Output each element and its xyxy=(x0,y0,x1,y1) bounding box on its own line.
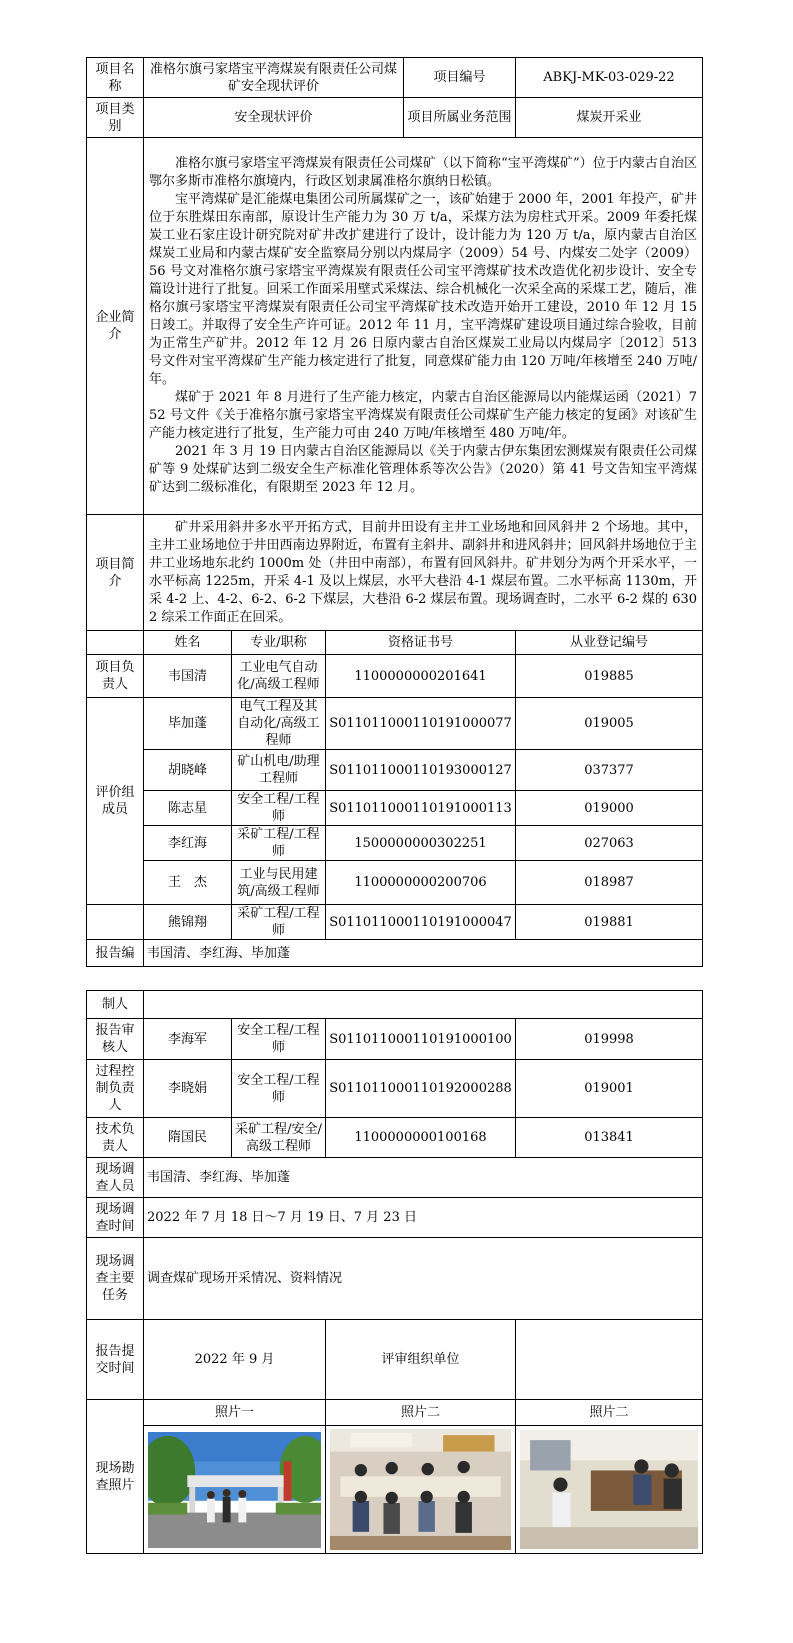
project-code-label: 项目编号 xyxy=(404,58,516,98)
person-reg: 019998 xyxy=(516,1019,703,1060)
person-name: 李红海 xyxy=(144,826,232,861)
survey-task: 调查煤矿现场开采情况、资料情况 xyxy=(144,1238,703,1320)
person-title: 电气工程及其自动化/高级工程师 xyxy=(232,698,326,750)
person-cert: S011011000110191000077 xyxy=(326,698,516,750)
table-row xyxy=(87,655,703,698)
report-compilers: 韦国清、李红海、毕加蓬 xyxy=(144,940,703,967)
person-name: 胡晓峰 xyxy=(144,750,232,791)
person-title: 工业与民用建筑/高级工程师 xyxy=(232,861,326,905)
person-name: 熊锦翔 xyxy=(144,905,232,940)
person-reg: 019001 xyxy=(516,1060,703,1118)
person-name: 李海军 xyxy=(144,1019,232,1060)
photos-label: 现场勘查照片 xyxy=(87,1400,144,1554)
photo-cell xyxy=(326,1426,516,1554)
project-leader-label: 项目负责人 xyxy=(87,655,144,698)
table-row xyxy=(87,861,703,905)
project-intro-label: 项目简介 xyxy=(87,515,144,631)
company-intro-paragraph: 煤矿于 2021 年 8 月进行了生产能力核定，内蒙古自治区能源局以内能煤运函（2021）752 号文件《关于准格尔旗弓家塔宝平湾煤炭有限责任公司煤矿生产能力核定的复函》对该矿生产能力核定进行了批复，生产能力可由 240 万吨/年核增至 480 万吨/年。 xyxy=(149,390,698,441)
photo-title: 照片一 xyxy=(144,1400,326,1426)
company-intro xyxy=(144,138,703,515)
person-name: 毕加蓬 xyxy=(144,698,232,750)
photo-title: 照片二 xyxy=(516,1400,703,1426)
header-title: 专业/职称 xyxy=(232,631,326,655)
person-name: 李晓娟 xyxy=(144,1060,232,1118)
blank-label xyxy=(87,905,144,940)
company-intro-paragraph: 宝平湾煤矿是汇能煤电集团公司所属煤矿之一，该矿始建于 2000 年，2001 年投产，矿井位于东胜煤田东南部，原设计生产能力为 30 万 t/a，采煤方法为房柱式开采。2009 年委托煤炭工业石家庄设计研究院对矿井改扩建进行了设计，设计能力为 120 万 t/a，原内蒙古自治区煤炭工业局和内蒙古煤矿安全监察局分别以内煤局字（2009）54 号、内煤安二处字（2009）56 号文对准格尔旗弓家塔宝平湾煤炭有限责任公司宝平湾煤矿技术改造优化初步设计、安全专篇设计进行了批复。回采工作面采用壁式采煤法、综合机械化一次采全高的采煤工艺，随后，准格尔旗弓家塔宝平湾煤炭有限责任公司宝平湾煤矿技术改造开始开工建设，2010 年 12 月 15 日竣工。并取得了安全生产许可证。2012 年 11 月，宝平湾煤矿建设项目通过综合验收，目前为正常生产矿井。2012 年 12 月 26 日原内蒙古自治区煤炭工业局以内煤局字〔2012〕513 号文件对宝平湾煤矿生产能力核定进行了批复，同意煤矿能力由 120 万吨/年核增至 240 万吨/年。 xyxy=(149,192,698,387)
report-compiler-label: 报告编 xyxy=(87,940,144,967)
survey-staff-label: 现场调查人员 xyxy=(87,1158,144,1198)
eval-group-label: 评价组成员 xyxy=(87,698,144,905)
person-cert: 1100000000201641 xyxy=(326,655,516,698)
photo-cell xyxy=(144,1426,326,1554)
survey-task-label: 现场调查主要任务 xyxy=(87,1238,144,1320)
table-row xyxy=(87,1118,703,1158)
process-control-label: 过程控制负责人 xyxy=(87,1060,144,1118)
review-org-label: 评审组织单位 xyxy=(326,1320,516,1400)
person-title: 采矿工程/安全/高级工程师 xyxy=(232,1118,326,1158)
submit-time-label: 报告提交时间 xyxy=(87,1320,144,1400)
survey-staff: 韦国清、李红海、毕加蓬 xyxy=(144,1158,703,1198)
reviewer-label: 报告审核人 xyxy=(87,1019,144,1060)
company-intro-paragraph: 准格尔旗弓家塔宝平湾煤炭有限责任公司煤矿（以下简称“宝平湾煤矿”）位于内蒙古自治区鄂尔多斯市准格尔旗境内，行政区划隶属准格尔旗纳日松镇。 xyxy=(149,156,698,189)
person-title: 安全工程/工程师 xyxy=(232,791,326,826)
person-reg: 013841 xyxy=(516,1118,703,1158)
table-row xyxy=(87,1019,703,1060)
company-intro-label: 企业简介 xyxy=(87,138,144,515)
person-title: 采矿工程/工程师 xyxy=(232,905,326,940)
person-reg: 018987 xyxy=(516,861,703,905)
survey-time: 2022 年 7 月 18 日～7 月 19 日、7 月 23 日 xyxy=(144,1198,703,1238)
table-row xyxy=(87,698,703,750)
company-intro-paragraph: 2021 年 3 月 19 日内蒙古自治区能源局以《关于内蒙古伊东集团宏测煤炭有限责任公司煤矿等 9 处煤矿达到二级安全生产标准化管理体系等次公告》（2020）第 41 号文告知宝平湾煤矿达到二级标准化，有限期至 2023 年 12 月。 xyxy=(149,444,698,495)
header-cert: 资格证书号 xyxy=(326,631,516,655)
header-name: 姓名 xyxy=(144,631,232,655)
person-reg: 019881 xyxy=(516,905,703,940)
person-cert: S011011000110191000100 xyxy=(326,1019,516,1060)
person-name: 王 杰 xyxy=(144,861,232,905)
person-title: 采矿工程/工程师 xyxy=(232,826,326,861)
report-info-table xyxy=(86,990,703,1554)
business-scope: 煤炭开采业 xyxy=(516,98,703,138)
blank-cell xyxy=(144,991,703,1019)
photo-title: 照片二 xyxy=(326,1400,516,1426)
person-reg: 019005 xyxy=(516,698,703,750)
project-code: ABKJ-MK-03-029-22 xyxy=(516,58,703,98)
report-compiler-label-cont: 制人 xyxy=(87,991,144,1019)
person-name: 韦国清 xyxy=(144,655,232,698)
person-reg: 019885 xyxy=(516,655,703,698)
person-cert: 1100000000100168 xyxy=(326,1118,516,1158)
person-reg: 027063 xyxy=(516,826,703,861)
person-cert: S011011000110192000288 xyxy=(326,1060,516,1118)
tech-leader-label: 技术负责人 xyxy=(87,1118,144,1158)
table-row xyxy=(87,826,703,861)
person-name: 隋国民 xyxy=(144,1118,232,1158)
person-title: 工业电气自动化/高级工程师 xyxy=(232,655,326,698)
survey-time-label: 现场调查时间 xyxy=(87,1198,144,1238)
person-cert: S011011000110191000113 xyxy=(326,791,516,826)
person-reg: 037377 xyxy=(516,750,703,791)
project-intro xyxy=(144,515,703,631)
person-title: 安全工程/工程师 xyxy=(232,1019,326,1060)
table-row xyxy=(87,750,703,791)
person-title: 安全工程/工程师 xyxy=(232,1060,326,1118)
header-reg: 从业登记编号 xyxy=(516,631,703,655)
site-photo-meeting xyxy=(330,1429,511,1550)
table-row xyxy=(87,1060,703,1118)
project-info-table xyxy=(86,57,703,967)
person-name: 陈志星 xyxy=(144,791,232,826)
person-cert: 1500000000302251 xyxy=(326,826,516,861)
project-name-label: 项目名称 xyxy=(87,58,144,98)
person-title: 矿山机电/助理工程师 xyxy=(232,750,326,791)
project-type-label: 项目类别 xyxy=(87,98,144,138)
person-cert: S011011000110193000127 xyxy=(326,750,516,791)
header-blank xyxy=(87,631,144,655)
business-scope-label: 项目所属业务范围 xyxy=(404,98,516,138)
project-intro-paragraph: 矿井采用斜井多水平开拓方式，目前井田设有主井工业场地和回风斜井 2 个场地。其中，主井工业场地位于井田西南边界附近，布置有主斜井、副斜井和进风斜井；回风斜井场地位于主井工业场地东北约 1000m 处（井田中南部），布置有回风斜井。矿井划分为两个开采水平，一水平标高 1225m，开采 4-1 及以上煤层，水平大巷沿 4-1 煤层布置。二水平标高 1130m，开采 4-2 上、4-2、6-2、6-2 下煤层，大巷沿 6-2 煤层布置。现场调查时，二水平 6-2 煤的 6302 综采工作面正在回采。 xyxy=(149,519,698,625)
person-reg: 019000 xyxy=(516,791,703,826)
table-row xyxy=(87,791,703,826)
person-cert: S011011000110191000047 xyxy=(326,905,516,940)
project-type: 安全现状评价 xyxy=(144,98,404,138)
project-name: 准格尔旗弓家塔宝平湾煤炭有限责任公司煤矿安全现状评价 xyxy=(144,58,404,98)
photo-cell xyxy=(516,1426,703,1554)
person-cert: 1100000000200706 xyxy=(326,861,516,905)
review-org xyxy=(516,1320,703,1400)
table-row xyxy=(87,905,703,940)
submit-time: 2022 年 9 月 xyxy=(144,1320,326,1400)
site-photo-inspection xyxy=(520,1430,698,1549)
site-photo-gate xyxy=(148,1432,321,1548)
